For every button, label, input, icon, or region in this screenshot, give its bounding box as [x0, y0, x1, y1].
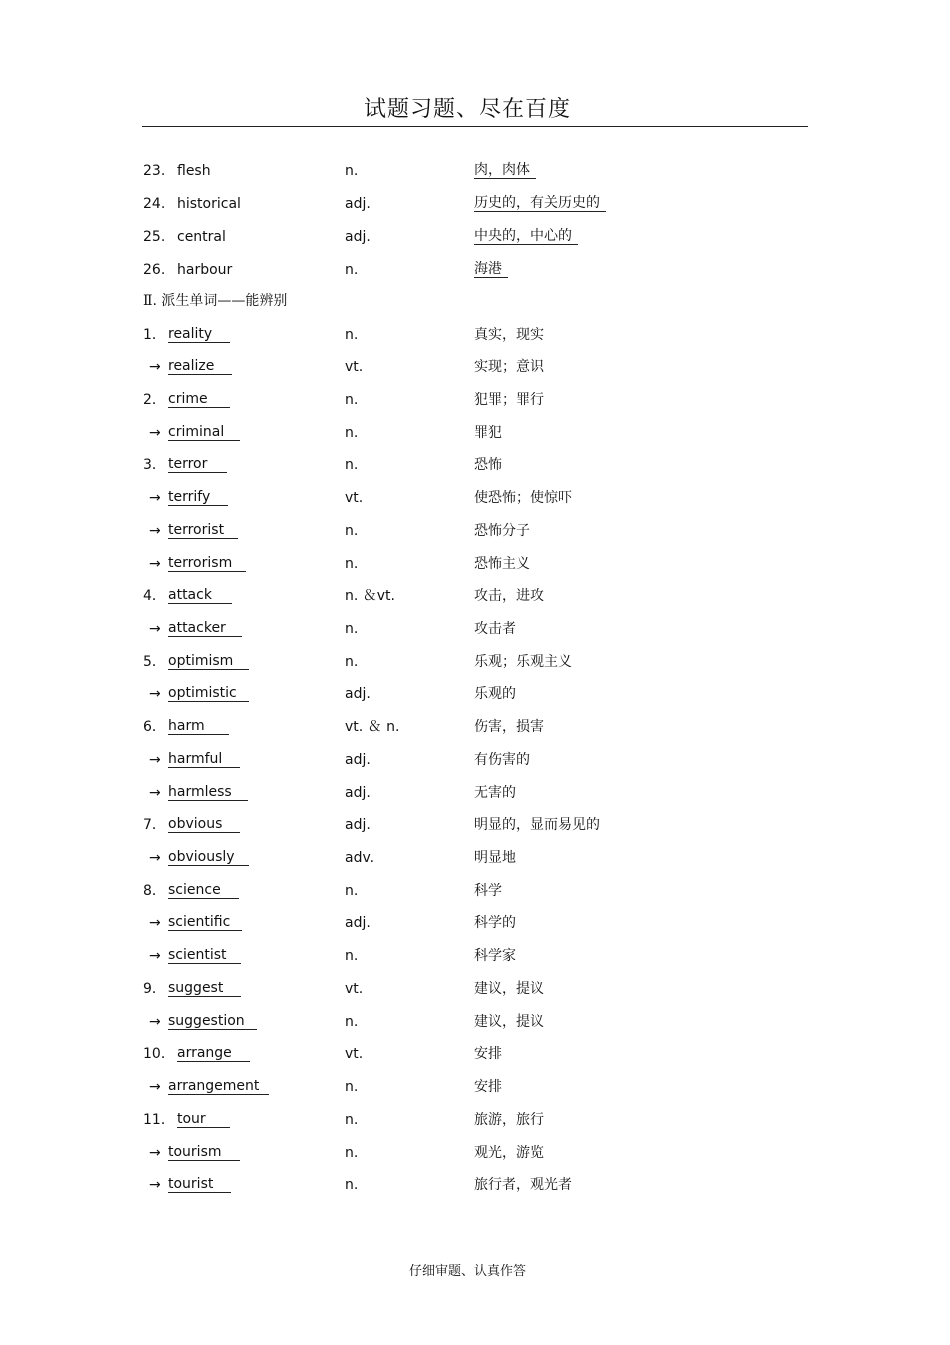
part-of-speech: vt. [345, 981, 364, 997]
part-of-speech: n. [345, 163, 359, 179]
answer-word: suggest [168, 980, 241, 997]
answer-word: arrange [177, 1045, 250, 1062]
meaning-text: 实现；意识 [474, 359, 544, 375]
answer-word: obviously [168, 849, 249, 866]
derived-word-row [143, 978, 763, 1000]
item-number: 11． [143, 1112, 175, 1128]
answer-word: suggestion [168, 1013, 257, 1030]
answer-word: scientist [168, 947, 241, 964]
derived-word-row [143, 651, 763, 673]
derived-word-row [143, 585, 763, 607]
answer-word: science [168, 882, 239, 899]
meaning-text: 罪犯 [474, 425, 502, 441]
part-of-speech: n. [345, 262, 359, 278]
part-of-speech: adv. [345, 850, 375, 866]
derived-word-row [143, 1109, 763, 1131]
part-of-speech: adj. [345, 686, 371, 702]
answer-word: terrify [168, 489, 228, 506]
meaning-text: 科学的 [474, 915, 516, 931]
part-of-speech: vt. [345, 490, 364, 506]
meaning-text: 科学家 [474, 948, 516, 964]
meaning-answer: 肉，肉体 [474, 162, 536, 179]
item-number: 6． [143, 719, 166, 735]
derived-word-row [143, 945, 763, 967]
vocabulary-row [143, 259, 763, 281]
derived-word-row [143, 880, 763, 902]
answer-word: arrangement [168, 1078, 269, 1095]
arrow-icon: → [149, 1145, 161, 1161]
answer-word: optimism [168, 653, 249, 670]
meaning-text: 明显地 [474, 850, 516, 866]
vocabulary-row [143, 226, 763, 248]
item-number: 2． [143, 392, 166, 408]
answer-word: scientific [168, 914, 242, 931]
arrow-icon: → [149, 1177, 161, 1193]
page-footer: 仔细审题、认真作答 [408, 1264, 526, 1279]
part-of-speech: n. ＆vt. [345, 588, 395, 604]
part-of-speech: adj. [345, 229, 371, 245]
meaning-text: 安排 [474, 1079, 502, 1095]
meaning-text: 建议，提议 [474, 1014, 544, 1030]
part-of-speech: n. [345, 523, 359, 539]
meaning-answer: 海港 [474, 261, 508, 278]
arrow-icon: → [149, 490, 161, 506]
derived-word-row [143, 814, 763, 836]
item-number: 4． [143, 588, 166, 604]
answer-word: tourism [168, 1144, 240, 1161]
derived-word-row [143, 716, 763, 738]
meaning-text: 旅行者，观光者 [474, 1177, 572, 1193]
vocab-word: flesh [177, 163, 211, 179]
answer-word: criminal [168, 424, 240, 441]
derived-word-row [143, 356, 763, 378]
arrow-icon: → [149, 785, 161, 801]
derived-word-row [143, 847, 763, 869]
answer-word: tourist [168, 1176, 231, 1193]
meaning-text: 安排 [474, 1046, 502, 1062]
meaning-text: 犯罪；罪行 [474, 392, 544, 408]
item-number: 10． [143, 1046, 175, 1062]
answer-word: optimistic [168, 685, 249, 702]
item-number: 9． [143, 981, 166, 997]
vocab-word: central [177, 229, 226, 245]
item-number: 23. [143, 163, 166, 179]
vocab-word: harbour [177, 262, 233, 278]
arrow-icon: → [149, 621, 161, 637]
part-of-speech: vt. ＆ n. [345, 719, 400, 735]
arrow-icon: → [149, 556, 161, 572]
item-number: 5． [143, 654, 166, 670]
item-number: 1． [143, 327, 166, 343]
derived-word-row [143, 782, 763, 804]
meaning-text: 无害的 [474, 785, 516, 801]
arrow-icon: → [149, 850, 161, 866]
part-of-speech: n. [345, 948, 359, 964]
derived-word-row [143, 422, 763, 444]
answer-word: terrorist [168, 522, 238, 539]
item-number: 24. [143, 196, 166, 212]
answer-word: harm [168, 718, 229, 735]
part-of-speech: adj. [345, 817, 371, 833]
part-of-speech: adj. [345, 752, 371, 768]
part-of-speech: n. [345, 556, 359, 572]
meaning-text: 恐怖 [474, 457, 502, 473]
part-of-speech: n. [345, 883, 359, 899]
answer-word: reality [168, 326, 230, 343]
derived-word-row [143, 1174, 763, 1196]
item-number: 3． [143, 457, 166, 473]
derived-word-row [143, 324, 763, 346]
arrow-icon: → [149, 915, 161, 931]
part-of-speech: n. [345, 654, 359, 670]
part-of-speech: n. [345, 327, 359, 343]
derived-word-row [143, 1076, 763, 1098]
derived-word-row [143, 1011, 763, 1033]
meaning-text: 科学 [474, 883, 502, 899]
arrow-icon: → [149, 752, 161, 768]
part-of-speech: adj. [345, 785, 371, 801]
meaning-text: 乐观的 [474, 686, 516, 702]
answer-word: harmful [168, 751, 240, 768]
answer-word: attacker [168, 620, 242, 637]
meaning-text: 真实，现实 [474, 327, 544, 343]
part-of-speech: n. [345, 457, 359, 473]
answer-word: harmless [168, 784, 248, 801]
derived-word-row [143, 1142, 763, 1164]
item-number: 7． [143, 817, 166, 833]
meaning-text: 有伤害的 [474, 752, 530, 768]
derived-word-row [143, 487, 763, 509]
arrow-icon: → [149, 425, 161, 441]
derived-word-row [143, 618, 763, 640]
part-of-speech: n. [345, 425, 359, 441]
arrow-icon: → [149, 359, 161, 375]
header-divider [142, 126, 808, 127]
meaning-text: 恐怖主义 [474, 556, 530, 572]
answer-word: obvious [168, 816, 240, 833]
arrow-icon: → [149, 1014, 161, 1030]
meaning-text: 使恐怖；使惊吓 [474, 490, 572, 506]
part-of-speech: vt. [345, 359, 364, 375]
part-of-speech: vt. [345, 1046, 364, 1062]
meaning-text: 观光，游览 [474, 1145, 544, 1161]
part-of-speech: n. [345, 1177, 359, 1193]
meaning-text: 明显的，显而易见的 [474, 817, 600, 833]
part-of-speech: n. [345, 621, 359, 637]
derived-word-row [143, 454, 763, 476]
part-of-speech: n. [345, 1079, 359, 1095]
derived-word-row [143, 389, 763, 411]
part-of-speech: adj. [345, 915, 371, 931]
page-header-title: 试题习题、尽在百度 [363, 97, 571, 122]
meaning-text: 恐怖分子 [474, 523, 530, 539]
meaning-text: 攻击者 [474, 621, 516, 637]
answer-word: terror [168, 456, 227, 473]
part-of-speech: n. [345, 392, 359, 408]
item-number: 25. [143, 229, 166, 245]
meaning-answer: 中央的，中心的 [474, 228, 578, 245]
arrow-icon: → [149, 1079, 161, 1095]
arrow-icon: → [149, 948, 161, 964]
part-of-speech: adj. [345, 196, 371, 212]
meaning-text: 旅游，旅行 [474, 1112, 544, 1128]
derived-word-row [143, 683, 763, 705]
answer-word: tour [177, 1111, 230, 1128]
meaning-text: 建议，提议 [474, 981, 544, 997]
meaning-text: 伤害，损害 [474, 719, 544, 735]
item-number: 8． [143, 883, 166, 899]
vocabulary-row [143, 193, 763, 215]
part-of-speech: n. [345, 1014, 359, 1030]
item-number: 26. [143, 262, 166, 278]
answer-word: attack [168, 587, 232, 604]
section-heading: Ⅱ. 派生单词——能辨别 [143, 293, 288, 309]
vocab-word: historical [177, 196, 241, 212]
meaning-text: 乐观；乐观主义 [474, 654, 572, 670]
answer-word: terrorism [168, 555, 246, 572]
arrow-icon: → [149, 523, 161, 539]
derived-word-row [143, 1043, 763, 1065]
derived-word-row [143, 749, 763, 771]
part-of-speech: n. [345, 1145, 359, 1161]
derived-word-row [143, 520, 763, 542]
vocabulary-row [143, 160, 763, 182]
answer-word: crime [168, 391, 230, 408]
derived-word-row [143, 912, 763, 934]
arrow-icon: → [149, 686, 161, 702]
meaning-text: 攻击，进攻 [474, 588, 544, 604]
answer-word: realize [168, 358, 232, 375]
part-of-speech: n. [345, 1112, 359, 1128]
derived-word-row [143, 553, 763, 575]
meaning-answer: 历史的，有关历史的 [474, 195, 606, 212]
